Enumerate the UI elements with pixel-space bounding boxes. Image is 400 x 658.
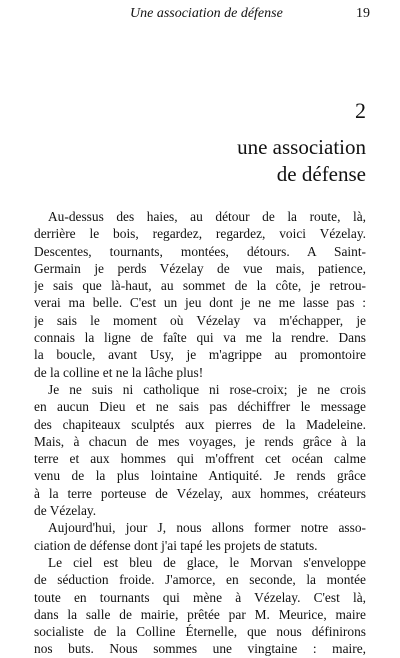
- text-line: dans la salle de mairie, prêtée par M. Meurice, maire: [34, 606, 366, 622]
- chapter-number: 2: [355, 98, 366, 123]
- text-line: en aucun Dieu et ne sais pas déchiffrer le message: [34, 399, 366, 415]
- text-line: de Vézelay.: [34, 503, 97, 519]
- running-title: Une association de défense: [130, 6, 283, 21]
- text-line: Descentes, tournants, montées, détours. A Saint-: [34, 243, 366, 259]
- text-line: Germain je perds Vézelay de vue mais, patience,: [34, 260, 366, 276]
- text-line: verai ma belle. C'est un jeu dont je ne me lasse pas :: [34, 295, 366, 311]
- text-line: Le ciel est bleu de glace, le Morvan s'enveloppe: [48, 554, 366, 570]
- text-line: de séduction froide. J'amorce, en seconde, la montée: [34, 572, 366, 588]
- text-line: socialiste de la Colline Éternelle, que nous définirons: [34, 624, 366, 640]
- text-line: à la terre porteuse de Vézelay, aux hommes, créateurs: [34, 485, 366, 501]
- text-line: ciation de défense dont j'ai tapé les projets de statuts.: [34, 537, 318, 553]
- chapter-title-line: de défense: [276, 162, 366, 186]
- chapter-title-line: une association: [237, 135, 366, 159]
- text-line: Je ne suis ni catholique ni rose-croix; je ne crois: [48, 381, 366, 397]
- text-line: Au-dessus des haies, au détour de la route, là,: [48, 209, 366, 224]
- paragraph: [34, 519, 366, 554]
- page-number: 19: [356, 6, 370, 21]
- text-line: derrière le bois, regardez, regardez, voici Vézelay.: [34, 226, 366, 242]
- paragraph: [34, 381, 366, 519]
- chapter-title: [106, 134, 366, 188]
- text-line: Aujourd'hui, jour J, nous allons former notre asso-: [48, 520, 366, 536]
- text-line: venu de la plus lointaine Antiquité. Je rends grâce: [34, 468, 366, 484]
- body-text: [34, 208, 366, 658]
- text-line: je sais le moment où Vézelay va m'échapper, je: [34, 312, 366, 328]
- text-line: des chapiteaux sculptés aux pierres de la Madeleine.: [34, 416, 366, 432]
- paragraph: [34, 208, 366, 381]
- text-line: je sais que là-haut, au sommet de la côte, je retrou-: [34, 278, 366, 294]
- text-line: connais la ligne de faîte qui va me la rendre. Dans: [34, 330, 366, 346]
- text-line: la boucle, avant Usy, je m'agrippe au promontoire: [34, 347, 366, 363]
- running-header: [30, 6, 370, 24]
- text-line: Mais, à chacun de mes voyages, je rends grâce à la: [34, 433, 366, 449]
- text-line: nos buts. Nous sommes une vingtaine : maire,: [34, 641, 366, 657]
- paragraph: [34, 554, 366, 658]
- text-line: terre et aux hommes qui m'offrent cet océan calme: [34, 451, 366, 467]
- text-line: de la colline et ne la lâche plus!: [34, 364, 204, 380]
- text-line: toute en tournants qui mène à Vézelay. C'est là,: [34, 589, 366, 605]
